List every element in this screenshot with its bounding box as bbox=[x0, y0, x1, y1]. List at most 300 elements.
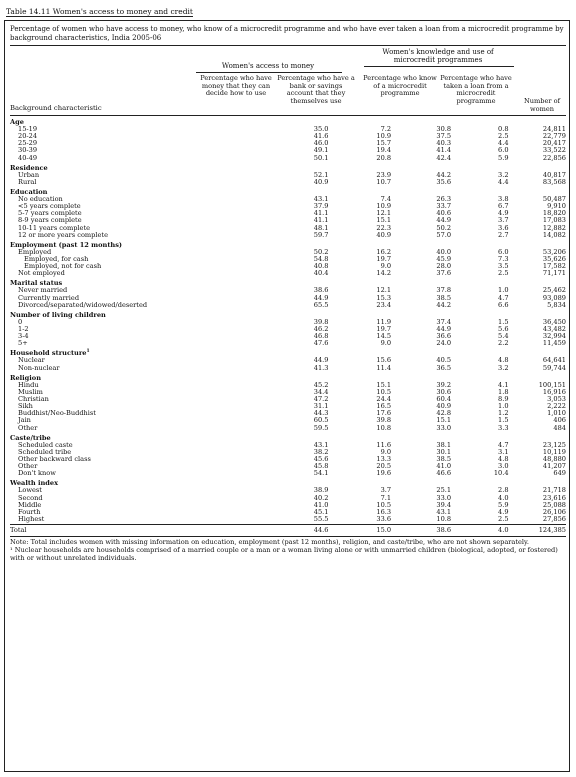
cell-c5: 18,820 bbox=[542, 209, 566, 218]
cell-c5: 484 bbox=[553, 423, 566, 432]
cell-c4: 2.2 bbox=[498, 339, 509, 348]
cell-c4: 1.5 bbox=[498, 317, 509, 326]
cell-c2: 7.1 bbox=[380, 493, 392, 502]
cell-c5: 10,119 bbox=[542, 447, 566, 456]
cell-c1: 55.5 bbox=[313, 515, 329, 524]
cell-c2: 10.7 bbox=[376, 177, 392, 186]
cell-c1: 46.8 bbox=[313, 332, 329, 341]
table-row bbox=[10, 179, 566, 186]
cell-c3: 60.4 bbox=[436, 395, 452, 403]
table-row-label: Sikh bbox=[18, 402, 33, 411]
cell-c3: 10.8 bbox=[436, 515, 452, 524]
table-row bbox=[10, 133, 566, 140]
cell-c4: 2.7 bbox=[498, 230, 509, 239]
cell-c4: 3.2 bbox=[498, 363, 509, 372]
cell-c5: 12,882 bbox=[542, 223, 566, 232]
cell-c5: 2,222 bbox=[547, 402, 566, 411]
table-row-label: 30-39 bbox=[18, 146, 38, 155]
section-header bbox=[10, 162, 566, 172]
cell-c3: 40.3 bbox=[436, 139, 452, 148]
cell-c1: 46.0 bbox=[313, 139, 329, 148]
cell-c2: 15.1 bbox=[376, 380, 392, 389]
column-header-money: Percentage who have money that they can decide how to use bbox=[200, 74, 272, 98]
table-row-label: Employed, not for cash bbox=[24, 262, 102, 271]
table-row-label: <5 years complete bbox=[18, 202, 81, 211]
cell-c1: 41.1 bbox=[313, 216, 329, 225]
cell-c4: 1.2 bbox=[498, 409, 509, 418]
section-header-label: Number of living children bbox=[10, 310, 106, 319]
section-header-label: Caste/tribe bbox=[10, 433, 51, 442]
cell-c4: 3.2 bbox=[498, 170, 509, 179]
section-header-label: Age bbox=[10, 117, 24, 126]
table-notes bbox=[10, 539, 566, 563]
table-row-label: Employed bbox=[18, 247, 52, 256]
cell-c5: 14,082 bbox=[542, 230, 566, 239]
table-row bbox=[10, 302, 566, 309]
total-row-label: Total bbox=[10, 526, 27, 535]
table-row-label: Muslim bbox=[18, 387, 43, 396]
table-row bbox=[10, 456, 566, 463]
cell-c3: 57.0 bbox=[436, 230, 452, 239]
table-row bbox=[10, 417, 566, 424]
section-header-label: Religion bbox=[10, 373, 41, 382]
cell-c1: 65.5 bbox=[313, 300, 329, 309]
cell-c2: 17.6 bbox=[376, 409, 392, 418]
table-row-label: Scheduled caste bbox=[18, 440, 73, 449]
cell-c2: 15.6 bbox=[376, 356, 392, 365]
table-row bbox=[10, 470, 566, 477]
cell-c3: 28.0 bbox=[436, 262, 452, 271]
cell-c4: 1.0 bbox=[498, 402, 509, 411]
cell-c3: 40.9 bbox=[436, 402, 452, 411]
cell-c2: 11.4 bbox=[376, 363, 392, 372]
cell-c3: 37.4 bbox=[436, 317, 452, 326]
table-row bbox=[10, 487, 566, 494]
cell-c1: 44.3 bbox=[313, 409, 329, 418]
table-row bbox=[10, 217, 566, 224]
table-row bbox=[10, 203, 566, 210]
cell-c3: 33.0 bbox=[436, 423, 452, 432]
cell-c3: 40.6 bbox=[436, 209, 452, 218]
note-line: ¹ Nuclear households are households comprised of a married couple or a man or a woman living alone or with unmarried children (biological, adopted, or fostered) with or without unrelated individuals. bbox=[10, 546, 558, 563]
cell-c1: 50.1 bbox=[313, 153, 329, 162]
cell-c2: 19.4 bbox=[376, 146, 392, 155]
column-header-number: Number of women bbox=[523, 97, 561, 113]
section-header bbox=[10, 372, 566, 382]
cell-c3: 39.2 bbox=[436, 380, 452, 389]
table-row-label: 1-2 bbox=[18, 325, 29, 333]
cell-c1: 38.2 bbox=[313, 447, 329, 456]
cell-c4: 2.5 bbox=[498, 132, 509, 141]
cell-c2: 14.5 bbox=[376, 332, 392, 341]
table-row bbox=[10, 333, 566, 340]
table-row-label: Currently married bbox=[18, 293, 80, 302]
cell-c3: 35.6 bbox=[436, 177, 452, 186]
cell-c5: 22,779 bbox=[542, 132, 566, 141]
table-title: Table 14.11 Women's access to money and credit bbox=[6, 7, 193, 16]
cell-c4: 4.4 bbox=[498, 177, 509, 186]
cell-c4: 1.8 bbox=[498, 387, 509, 396]
cell-c3: 37.8 bbox=[436, 286, 452, 295]
cell-c2: 7.2 bbox=[380, 124, 392, 133]
cell-c1: 54.1 bbox=[313, 469, 329, 478]
bottom-rule bbox=[10, 536, 566, 537]
table-row bbox=[10, 340, 566, 347]
note-line: Note: Total includes women with missing information on education, employment (past 12 months), religion, and caste/tribe, who are not shown separately. bbox=[10, 538, 529, 546]
cell-c4: 4.0 bbox=[498, 526, 509, 535]
table-row-label: 0 bbox=[18, 317, 23, 326]
table-row-label: Employed, for cash bbox=[24, 255, 89, 263]
cell-c5: 1,010 bbox=[547, 409, 566, 418]
cell-c1: 43.1 bbox=[313, 194, 329, 203]
group-underline-microcredit bbox=[364, 66, 514, 67]
cell-c5: 406 bbox=[553, 416, 566, 425]
cell-c1: 38.9 bbox=[313, 486, 329, 495]
cell-c1: 59.5 bbox=[313, 423, 329, 432]
cell-c1: 43.1 bbox=[313, 440, 329, 449]
cell-c5: 17,083 bbox=[542, 216, 566, 225]
cell-c1: 50.2 bbox=[313, 247, 329, 256]
table-row-label: Buddhist/Neo-Buddhist bbox=[18, 409, 96, 418]
cell-c5: 23,125 bbox=[542, 440, 566, 449]
cell-c4: 6.0 bbox=[498, 146, 509, 155]
cell-c4: 0.8 bbox=[498, 124, 509, 133]
cell-c4: 3.8 bbox=[498, 194, 509, 203]
cell-c3: 38.1 bbox=[436, 440, 452, 449]
cell-c4: 3.1 bbox=[498, 447, 509, 456]
cell-c2: 16.3 bbox=[376, 507, 392, 516]
section-header-label: Marital status bbox=[10, 279, 63, 288]
table-row bbox=[10, 319, 566, 326]
table-row-label: 8-9 years complete bbox=[18, 216, 82, 225]
cell-c2: 19.7 bbox=[376, 325, 392, 333]
cell-c5: 33,522 bbox=[542, 146, 566, 155]
cell-c5: 25,462 bbox=[542, 286, 566, 295]
table-row bbox=[10, 270, 566, 277]
table-row-label: Divorced/separated/widowed/deserted bbox=[18, 300, 148, 309]
cell-c5: 53,206 bbox=[542, 247, 566, 256]
cell-c4: 4.7 bbox=[498, 440, 509, 449]
row-header-label: Background characteristic bbox=[10, 104, 102, 112]
table-row bbox=[10, 249, 566, 256]
cell-c3: 40.5 bbox=[436, 356, 452, 365]
cell-c5: 3,053 bbox=[547, 395, 566, 403]
table-row bbox=[10, 155, 566, 162]
cell-c1: 52.1 bbox=[313, 170, 329, 179]
cell-c5: 41,207 bbox=[542, 462, 566, 471]
group-header-access: Women's access to money bbox=[221, 62, 315, 70]
section-header bbox=[10, 309, 566, 319]
cell-c4: 6.7 bbox=[498, 202, 509, 211]
table-row bbox=[10, 449, 566, 456]
cell-c2: 15.1 bbox=[376, 216, 392, 225]
group-underline-access bbox=[196, 72, 342, 73]
cell-c1: 40.2 bbox=[313, 493, 329, 502]
table-row bbox=[10, 232, 566, 239]
table-row-label: No education bbox=[18, 194, 63, 203]
table-row-label: 10-11 years complete bbox=[18, 223, 90, 232]
table-row-label: 40-49 bbox=[18, 153, 38, 162]
cell-c5: 5,834 bbox=[547, 300, 566, 309]
cell-c1: 45.1 bbox=[313, 507, 329, 516]
cell-c2: 9.0 bbox=[380, 447, 392, 456]
cell-c5: 64,641 bbox=[542, 356, 566, 365]
section-header-label: Employment (past 12 months) bbox=[10, 240, 123, 249]
cell-c5: 11,459 bbox=[542, 339, 566, 348]
cell-c1: 59.7 bbox=[313, 230, 329, 239]
cell-c2: 12.1 bbox=[376, 286, 392, 295]
cell-c1: 49.1 bbox=[313, 146, 329, 155]
cell-c3: 30.6 bbox=[436, 387, 452, 396]
cell-c1: 44.6 bbox=[313, 526, 329, 535]
cell-c3: 44.9 bbox=[436, 216, 452, 225]
section-header-label: Household structure$^1$ bbox=[10, 349, 90, 358]
cell-c5: 23,616 bbox=[542, 493, 566, 502]
cell-c4: 4.9 bbox=[498, 209, 509, 218]
cell-c1: 40.8 bbox=[313, 262, 329, 271]
cell-c1: 41.0 bbox=[313, 500, 329, 509]
cell-c5: 36,450 bbox=[542, 317, 566, 326]
table-row bbox=[10, 502, 566, 509]
table-row-label: Other backward class bbox=[18, 455, 91, 464]
cell-c2: 15.3 bbox=[376, 293, 392, 302]
table-row-label: 25-29 bbox=[18, 139, 38, 148]
cell-c3: 30.1 bbox=[436, 447, 452, 456]
cell-c5: 26,106 bbox=[542, 507, 566, 516]
cell-c2: 23.4 bbox=[376, 300, 392, 309]
cell-c5: 22,856 bbox=[542, 153, 566, 162]
cell-c2: 24.4 bbox=[376, 395, 392, 403]
table-row bbox=[10, 389, 566, 396]
cell-c4: 4.1 bbox=[498, 380, 509, 389]
cell-c1: 44.9 bbox=[313, 356, 329, 365]
cell-c3: 37.6 bbox=[436, 269, 452, 278]
table-row-label: Never married bbox=[18, 286, 68, 295]
cell-c4: 3.5 bbox=[498, 262, 509, 271]
cell-c5: 50,487 bbox=[542, 194, 566, 203]
table-row-label: Fourth bbox=[18, 507, 41, 516]
table-row-label: 20-24 bbox=[18, 132, 38, 141]
cell-c4: 5.6 bbox=[498, 325, 509, 333]
cell-c4: 1.0 bbox=[498, 286, 509, 295]
table-row bbox=[10, 396, 566, 403]
cell-c3: 44.9 bbox=[436, 325, 452, 333]
cell-c5: 32,994 bbox=[542, 332, 566, 341]
cell-c4: 3.7 bbox=[498, 216, 509, 225]
table-row bbox=[10, 172, 566, 179]
cell-c1: 47.2 bbox=[313, 395, 329, 403]
cell-c4: 7.3 bbox=[498, 255, 509, 263]
column-header-know-microcredit: Percentage who know of a microcredit programme bbox=[363, 74, 437, 98]
cell-c3: 43.1 bbox=[436, 507, 452, 516]
cell-c4: 4.9 bbox=[498, 507, 509, 516]
cell-c4: 8.9 bbox=[498, 395, 509, 403]
cell-c3: 41.0 bbox=[436, 462, 452, 471]
cell-c1: 45.2 bbox=[313, 380, 329, 389]
cell-c1: 38.6 bbox=[313, 286, 329, 295]
cell-c2: 15.0 bbox=[376, 526, 392, 535]
cell-c1: 41.6 bbox=[313, 132, 329, 141]
table-row bbox=[10, 196, 566, 203]
cell-c4: 3.0 bbox=[498, 462, 509, 471]
cell-c4: 10.4 bbox=[493, 469, 509, 478]
cell-c4: 2.5 bbox=[498, 515, 509, 524]
section-header bbox=[10, 478, 566, 488]
cell-c1: 40.9 bbox=[313, 177, 329, 186]
cell-c2: 10.9 bbox=[376, 202, 392, 211]
cell-c2: 39.8 bbox=[376, 416, 392, 425]
cell-c5: 649 bbox=[553, 469, 566, 478]
cell-c2: 11.6 bbox=[376, 440, 392, 449]
cell-c2: 40.9 bbox=[376, 230, 392, 239]
cell-c3: 36.5 bbox=[436, 363, 452, 372]
cell-c5: 9,910 bbox=[547, 202, 566, 211]
cell-c1: 45.6 bbox=[313, 455, 329, 464]
cell-c5: 43,482 bbox=[542, 325, 566, 333]
cell-c2: 12.1 bbox=[376, 209, 392, 218]
table-row-label: Other bbox=[18, 462, 38, 471]
cell-c3: 33.7 bbox=[436, 202, 452, 211]
cell-c4: 2.5 bbox=[498, 269, 509, 278]
cell-c2: 7.4 bbox=[380, 194, 392, 203]
cell-c2: 16.2 bbox=[376, 247, 392, 256]
column-header-loan: Percentage who have taken a loan from a microcredit programme bbox=[440, 74, 512, 105]
cell-c2: 23.9 bbox=[376, 170, 392, 179]
table-row-label: Second bbox=[18, 493, 43, 502]
cell-c4: 4.0 bbox=[498, 493, 509, 502]
cell-c3: 15.1 bbox=[436, 416, 452, 425]
cell-c2: 19.7 bbox=[376, 255, 392, 263]
cell-c4: 1.5 bbox=[498, 416, 509, 425]
table-row bbox=[10, 509, 566, 516]
cell-c3: 45.9 bbox=[436, 255, 452, 263]
cell-c5: 100,151 bbox=[538, 380, 566, 389]
table-row-label: Jain bbox=[18, 416, 31, 425]
table-caption: Percentage of women who have access to money, who know of a microcredit programme and who have ever taken a loan from a microcredit programme by background characteristics, India 2005-06 bbox=[10, 25, 564, 42]
cell-c5: 83,568 bbox=[542, 177, 566, 186]
cell-c2: 9.0 bbox=[380, 339, 392, 348]
cell-c4: 3.3 bbox=[498, 423, 509, 432]
cell-c2: 10.5 bbox=[376, 387, 392, 396]
cell-c5: 71,171 bbox=[542, 269, 566, 278]
cell-c3: 50.2 bbox=[436, 223, 452, 232]
top-rule bbox=[10, 45, 566, 46]
cell-c2: 20.8 bbox=[376, 153, 392, 162]
table-row bbox=[10, 326, 566, 333]
table-row-label: 15-19 bbox=[18, 124, 38, 133]
total-rule bbox=[10, 524, 566, 525]
cell-c1: 54.8 bbox=[313, 255, 329, 263]
cell-c5: 24,811 bbox=[542, 124, 566, 133]
table-row-label: Rural bbox=[18, 177, 37, 186]
cell-c4: 5.9 bbox=[498, 500, 509, 509]
section-header bbox=[10, 432, 566, 442]
cell-c1: 48.1 bbox=[313, 223, 329, 232]
cell-c3: 39.4 bbox=[436, 500, 452, 509]
table-row bbox=[10, 287, 566, 294]
table-row-label: 12 or more years complete bbox=[18, 230, 108, 239]
table-row-label: Other bbox=[18, 423, 38, 432]
cell-c4: 4.4 bbox=[498, 139, 509, 148]
cell-c1: 34.4 bbox=[313, 387, 329, 396]
cell-c4: 4.7 bbox=[498, 293, 509, 302]
cell-c1: 45.8 bbox=[313, 462, 329, 471]
table-row bbox=[10, 442, 566, 449]
cell-c2: 11.9 bbox=[376, 317, 392, 326]
cell-c3: 33.0 bbox=[436, 493, 452, 502]
table-row-label: 5+ bbox=[18, 339, 28, 348]
group-header-microcredit: Women's knowledge and use of microcredit programmes bbox=[382, 48, 494, 65]
table-row-label: Nuclear bbox=[18, 356, 45, 365]
cell-c5: 40,817 bbox=[542, 170, 566, 179]
table-row-label: Not employed bbox=[18, 269, 65, 278]
cell-c5: 124,385 bbox=[538, 526, 566, 535]
cell-c3: 38.5 bbox=[436, 455, 452, 464]
column-header-account: Percentage who have a bank or savings account that they themselves use bbox=[277, 74, 355, 105]
table-row-label: Urban bbox=[18, 170, 40, 179]
table-row bbox=[10, 495, 566, 502]
cell-c4: 6.0 bbox=[498, 247, 509, 256]
section-header-label: Education bbox=[10, 187, 48, 196]
cell-c4: 5.4 bbox=[498, 332, 509, 341]
cell-c1: 39.8 bbox=[313, 317, 329, 326]
cell-c3: 41.4 bbox=[436, 146, 452, 155]
cell-c4: 2.8 bbox=[498, 486, 509, 495]
cell-c4: 4.8 bbox=[498, 455, 509, 464]
cell-c1: 41.3 bbox=[313, 363, 329, 372]
cell-c2: 13.3 bbox=[376, 455, 392, 464]
cell-c3: 40.0 bbox=[436, 247, 452, 256]
cell-c5: 27,856 bbox=[542, 515, 566, 524]
cell-c4: 6.6 bbox=[498, 300, 509, 309]
section-header bbox=[10, 347, 566, 357]
cell-c3: 44.2 bbox=[436, 300, 452, 309]
cell-c1: 60.5 bbox=[313, 416, 329, 425]
cell-c2: 15.7 bbox=[376, 139, 392, 148]
table-row-label: Middle bbox=[18, 500, 42, 509]
table-row-label: Scheduled tribe bbox=[18, 447, 72, 456]
cell-c3: 26.3 bbox=[436, 194, 452, 203]
cell-c3: 24.0 bbox=[436, 339, 452, 348]
cell-c1: 31.1 bbox=[313, 402, 329, 411]
cell-c2: 10.8 bbox=[376, 423, 392, 432]
cell-c3: 42.4 bbox=[436, 153, 452, 162]
section-header bbox=[10, 186, 566, 196]
cell-c3: 46.6 bbox=[436, 469, 452, 478]
table-row-label: Christian bbox=[18, 395, 49, 403]
table-row-label: Highest bbox=[18, 515, 45, 524]
cell-c3: 37.5 bbox=[436, 132, 452, 141]
section-header-label: Residence bbox=[10, 163, 48, 172]
cell-c1: 35.0 bbox=[313, 124, 329, 133]
cell-c4: 4.8 bbox=[498, 356, 509, 365]
cell-c2: 3.7 bbox=[380, 486, 392, 495]
cell-c4: 3.6 bbox=[498, 223, 509, 232]
cell-c5: 35,626 bbox=[542, 255, 566, 263]
cell-c1: 47.6 bbox=[313, 339, 329, 348]
section-header-label: Wealth index bbox=[10, 479, 59, 488]
table-row bbox=[10, 425, 566, 432]
table-row-label: 5-7 years complete bbox=[18, 209, 82, 218]
cell-c5: 21,718 bbox=[542, 486, 566, 495]
cell-c1: 40.4 bbox=[313, 269, 329, 278]
section-header bbox=[10, 277, 566, 287]
table-row bbox=[10, 210, 566, 217]
table-row-label: 3-4 bbox=[18, 332, 29, 341]
cell-c5: 59,744 bbox=[542, 363, 566, 372]
cell-c2: 33.6 bbox=[376, 515, 392, 524]
cell-c5: 93,089 bbox=[542, 293, 566, 302]
